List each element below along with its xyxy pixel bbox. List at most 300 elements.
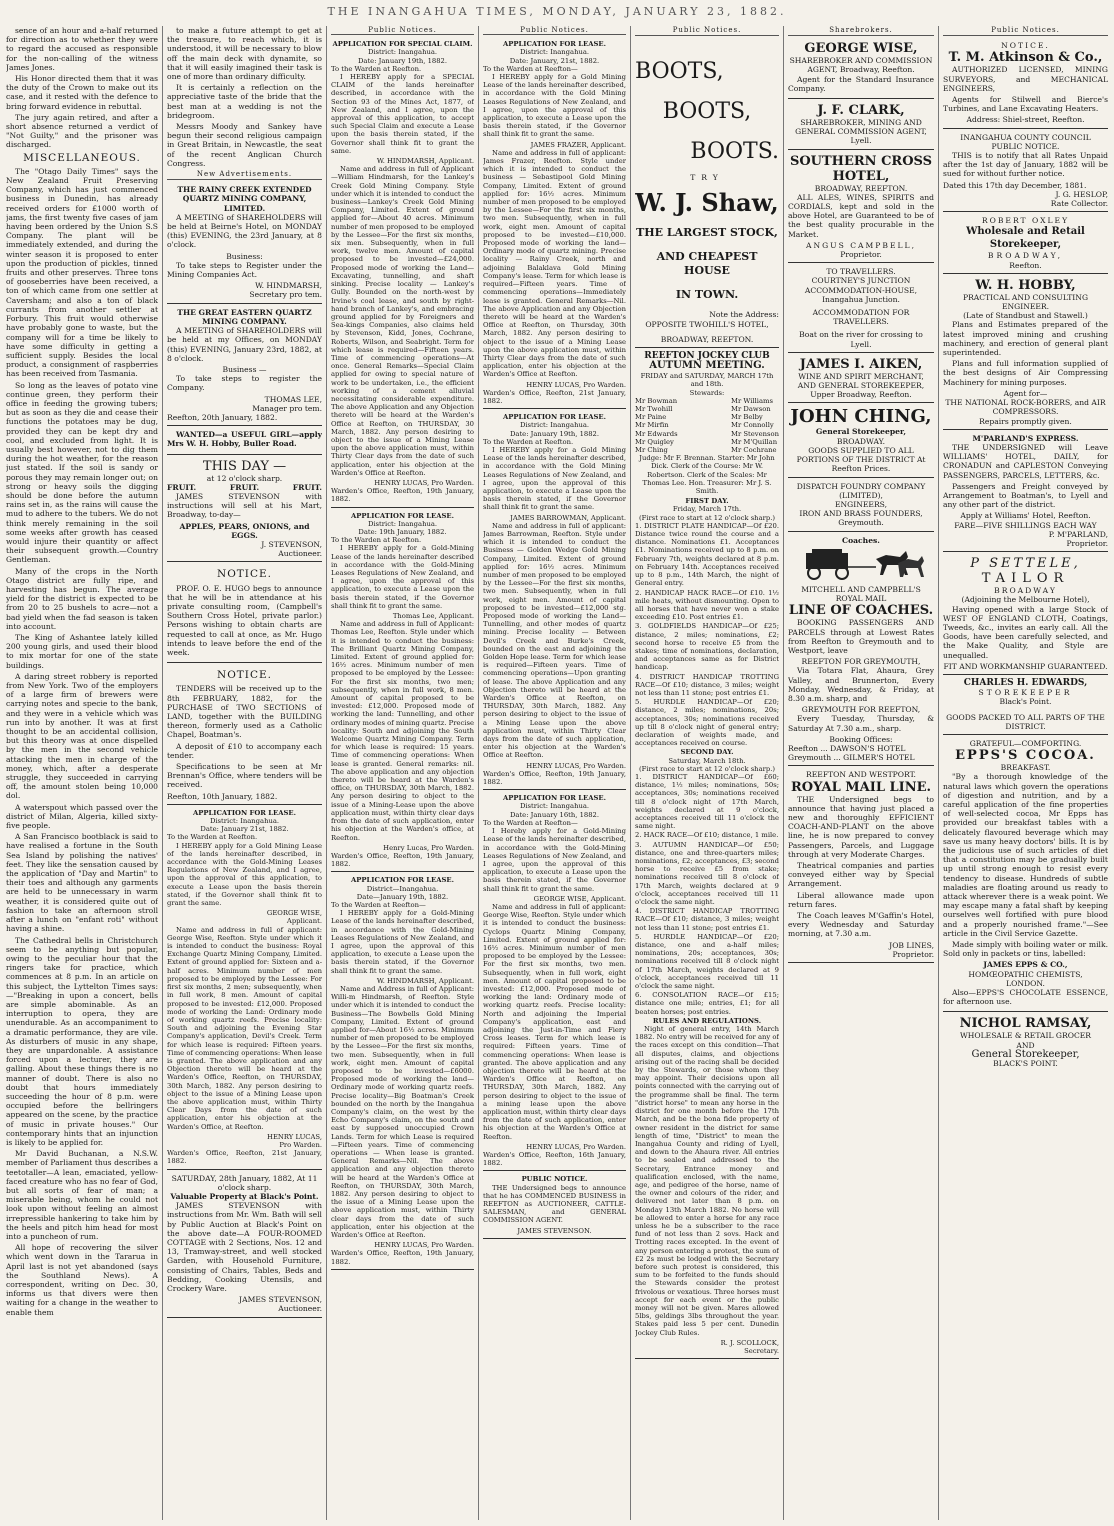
advert-details: Name and address in full of applicant: James Frazer, Reefton. Style under which it is intended to conduct the business — Sebastipool Gold Mining Company, Limited. Extent of ground applied for: 16½ acres. Minimum number of men proposed to be employed by the Lessee—For the first six months, two men. Subsequently, when in full work, eight men. Amount of capital proposed to be invested—£10,000. Proposed mode of working the land—Ordinary mode of quartz mining. Precise locality — Rainy Creek, north and adjoining Balaklava Gold Mining Company's lease. Term for which lease is required—Fifteen years. Time of commencing operations—Immediately lease is granted. General Remarks—Nil. The above Application and any Objection thereto will be heard at the Warden's Office at Reefton, on Thursday, 30th March, 1882. Any person desiring to object to the issue of a Mining Lease upon the above application must, within Thirty Clear days from the date of such application, enter his objection at the Warden's Office at Reefton. [483,148,626,379]
advert-body: PROF. O. E. HUGO begs to announce that he will be in attendance at his private consulting room, (Campbell's Southern Cross Hotel, private parlor.) Persons wishing to obtain charts are requested to call at once, as Mr. Hugo intends to leave before the end of the week. [167,583,322,657]
advert-shaw-boots [635,39,779,348]
advert-name: CHARLES H. EDWARDS, [963,677,1088,688]
advert-signature: JAMES BARROWMAN, Applicant. [510,513,626,522]
advert-tagline: GRATEFUL—COMFORTING. [969,738,1082,748]
advert-signature: HENRY LUCAS, Pro Warden. [374,1241,474,1250]
rules-text: Night of general entry, 14th March 1882. No entry will be received for any of the races except on this condition—That all disputes, claims, and objections arising out of the racing shall be decided by the Stewards, or those whom they may appoint. Their decisions upon all points connected with the carrying out of the programme shall be final. The term "district horse" to mean any horse in the district for one month before the 17th March, and be the bona fide property of owner resident in the district for same length of time, "District" to mean the Inangahua County and riding of Lyell, and down to the Ahaura river. All entries to be sealed and addressed to the Secretary, Entrance money and qualification enclosed, with the name, age, and pedigree of the horse, name of the owner and colours of the rider, and delivered not later than 8 p.m. on Monday 13th March 1882. No horse will be allowed to enter a horse for any race unless he be a subscriber to the race fund of not less than 2 sovs. Hack and Trotting races excepted. In the event of any person entering a protest, the sum of £2 2s must be lodged with the Secretary before such protest is considered, this sum to be forfeited to the funds should the Stewards consider the protest frivolous or vexatious. Three horses must accept for each event or the public money will not be given. Mares allowed 5lbs, geldings 3lbs throughout the year. Stakes paid less 5 per cent. Dunedin Jockey Club Rules. [635,1025,779,1337]
steward: Mr Stevenson [731,429,779,438]
booking-heading: Booking Offices: [829,734,893,744]
advert-title: THE GREAT EASTERN QUARTZ MINING COMPANY. [177,307,312,326]
advert-body: PRACTICAL AND CONSULTING ENGINEER. [962,292,1089,312]
advert-aiken [788,355,934,404]
race-entry: 4. DISTRICT HANDICAP TROTTING RACE—Of £10; distance, 3 miles; weight not less than 11 stone; post entries £1. [635,672,779,697]
advert-tenders-notice [167,665,322,805]
article-paragraph: Mr David Buchanan, a N.S.W. member of Parliament thus describes a teetotaller—A lean, emaciated, yellow-faced creature who has no fear of God, but all sorts of fear of man; a miserable being, whom he could not look upon without feeling an almost irrepressible hankering to take him by the heels and pitch him head for most into a puncheon of rum. [6,1149,158,1241]
advert-wanted [167,428,322,454]
route-body: Every Tuesday, Thursday, & Saturday At 7.30 a.m., sharp. [788,714,934,733]
column-heading: Public Notices. [483,26,626,35]
column-3 [331,26,474,1520]
advert-signature: THOMAS LEE, [264,394,322,404]
fruit-label: FRUIT. [292,482,322,492]
advert-signature: J. G. HESLOP, [1055,189,1108,199]
article-paragraph: The Cathedral bells in Christchurch seem to be anything but popular, owing to the peculiar hour that the ringers take for practice, which commences at 8 p.m. In an article on this subject, the Lyttelton Times says: —"Breaking in upon a concert, bells are simple abominable. As an interruption to opera, they are unendurable. As an accompaniment to a dramatic performance, they are vile. As disturbers of music in any shape, they are unpardonable. A assistance forced upon a lecturer, they are galling. About these things there is no manner of doubt. There is also no doubt that hours immediately succeeding the hour of 8 p.m. were occupied before the bellringers appeared on the scene, by the practice of music in private houses." Our contemporary hints that an injunction is likely to be applied for. [6,935,158,1147]
steward: Mr Williams [731,396,773,405]
fruit-label: FRUIT. [167,482,197,492]
advert-name: COURTNEY'S JUNCTION ACCOMMODATION-HOUSE, [804,276,918,295]
column-rule [162,26,163,1520]
advert-lease-frazer [483,38,626,409]
advert-time: at 12 o'clock sharp. [206,473,283,483]
advert-name: SOUTHERN CROSS HOTEL, [789,153,933,184]
advert-signature: JAMES FRAZER, Applicant. [530,140,626,149]
advert-body: A MEETING of SHAREHOLDERS will be held at Beirne's Hotel, on MONDAY (this) EVENING, the 23rd January, at 8 o'clock. [167,212,322,250]
advert-name: EPPS'S COCOA. [955,748,1096,764]
advert-title: NOTICE. [217,568,272,581]
advert-body: The Coach leaves M'Gaffin's Hotel, every Wednesday and Saturday morning, at 7.30 a.m. [788,911,934,939]
advert-details: Name and address in full of applicant: George Wise, Reefton. Style under which it is intended to conduct the business: Cyclops Quartz Mining Company, Limited. Extent of ground applied for: 16½ acres. Minimum number of men proposed to be employed by the Lessee: For the first six months, two men. Subsequently, when in full work, eight men. Amount of capital proposed to be invested: £12,000. Proposed mode of working the land: Ordinary mode of working quartz reefs. Precise locality: North and adjoining the Imperial Company's application, east and adjoining the Just-in-Time and Fiery Cross leases. Term for which lease is required: Fifteen years. Time of commencing operations: When lease is granted. The above application and any objection thereto will be heard at the Warden's Office at Reefton, on THURSDAY, 30th March, 1882. Any person desiring to object to the issue of a mining lease upon the above application must, within thirty clear days from the date of such application, enter his objection at the Warden's Office at Reefton. [483,902,626,1141]
column-heading: Public Notices. [331,26,474,35]
route-heading: REEFTON FOR GREYMOUTH, [801,657,921,667]
advert-title: APPLICATION FOR SPECIAL CLAIM. [332,40,473,49]
advert-note: Agent for the Standard Insurance Company. [788,74,934,93]
column-2 [167,26,322,1520]
advert-ramsay [943,1014,1108,1071]
advert-signature: J. STEVENSON, [261,539,322,549]
advert-courtney [788,265,934,353]
advert-body: I HEREBY apply for a Gold Mining Lease of the lands hereinafter described, in accordance with the Gold Mining Leases Regulations of New Zealand, and I agree, upon the approval of this application, to execute a Lease upon the basis therein stated, if the Governor shall think fit to grant the same. [483,445,626,512]
advert-company-city: LONDON. [1006,978,1045,988]
advert-signature-role: Applicant. [286,917,322,926]
advert-body: Made simply with boiling water or milk. Sold only in packets or tins, labelled: [943,940,1108,959]
advert-royal-mail [788,768,934,963]
steward: Mr M'Quillan [731,437,778,446]
coaches-heading: Coaches. [842,535,880,545]
article-paragraph: Many of the crops in the North Otago district are fully ripe, and harvesting has begun. The average yield for the district is expected to be from 20 to 25 bushels to acre—not a bad yield when the fad season is taken into account. [6,566,158,631]
advert-jockey-club [635,350,779,1359]
advert-subtitle: BREAKFAST. [1000,763,1051,773]
advert-body: I HEREBY apply for a Gold-Mining Lease of the lands hereinafter described in accordance with the Gold-Mining Leases Regulations of New Zealand, and I agree, upon the approval of this application, to execute a Lease upon the basis therein stated, if the Governor shall think fit to grant the same. [331,544,474,610]
advert-to: To the Warden at Reefton— [483,818,578,827]
advert-lease-lee [331,510,474,873]
jockey-title: REEFTON JOCKEY CLUB [644,351,770,362]
advert-to: To the Warden at Reefton— [331,900,426,909]
advert-body: WHOLESALE & RETAIL GROCER [959,1031,1092,1041]
advert-signature-role: Secretary pro tem. [249,290,322,300]
advert-town: Reefton. [1009,260,1042,270]
advert-title: APPLICATION FOR LEASE. [193,808,296,817]
advert-line: LINE OF COACHES. [788,603,934,619]
coach-illustration [788,547,934,581]
advert-company-role: HOMŒOPATHIC CHEMISTS, [968,969,1083,979]
advert-and: AND [1016,1040,1035,1050]
advert-body: THE Undersigned begs to announce that having just placed a new and thoroughly EFFICIENT COACH-AND-PLANT on the above line, he is now prepared to convey Passengers, Parcels, and Luggage through at very Moderate Charges. [788,794,934,859]
advert-signature-role: Proprietor. [1066,538,1108,548]
advert-fare: FARE—FIVE SHILLINGS EACH WAY [954,520,1097,530]
advert-title: NOTICE. [217,669,272,682]
jockey-dates: FRIDAY and SATURDAY, MARCH 17th and 18th. [640,372,774,389]
shaw-tagline: AND CHEAPEST HOUSE [656,250,758,278]
advert-business: Business: [226,251,263,261]
advert-body: I HEREBY apply for a SPECIAL CLAIM of the lands hereinafter described, in accordance with the Section 93 of the Mines Act, 1877, of New Zealand, and I agree, upon the approval of this application, to accept such Special Claim and execute a Lease upon the basis therein stated, if the Governor shall think fit to grant the same. [331,73,474,155]
race-list-day-1 [635,522,779,747]
advert-proprietor-role: Proprietor. [840,250,882,260]
steward: Mr Mirfin [635,421,669,430]
advert-district: District: Inangahua. [367,519,438,528]
steward: Mr Edwards [635,429,678,438]
section-heading: MISCELLANEOUS. [23,151,141,164]
advert-heading: TO TRAVELLERS. [826,267,896,277]
advert-signature-role: Manager pro tem. [252,403,322,413]
advert-signature-role: Rate Collector. [1050,199,1108,209]
race-entry: 3. GOLDFIELDS HANDICAP—Of £25; distance, 2 miles; nominations, £2; second horse to receive £5 from the stakes; time of nominations, declaration, and acceptances same as for District handicap. [635,622,779,672]
advert-title: APPLICATION FOR LEASE. [503,413,606,422]
advert-public-notice [483,1173,626,1238]
advert-body: GOODS PACKED TO ALL PARTS OF THE DISTRICT. [946,712,1105,731]
advert-subheading: PUBLIC NOTICE. [991,141,1060,151]
advert-date: Date: January 21st, 1882. [200,825,289,834]
fruit-row [167,483,322,492]
advert-purpose: To take steps to register the Company. [167,374,322,393]
advert-title: PUBLIC NOTICE. [521,1175,588,1184]
advert-trade: STOREKEEPER [978,688,1073,698]
advert-body: Plans and full information supplied of the best designs of Air Compressing Machinery for mining purposes. [943,359,1108,387]
advert-name: DISPATCH FOUNDRY COMPANY (LIMITED), [796,481,926,500]
advert-signature: HENRY LUCAS, Pro Warden. [526,380,626,389]
advert-signature: JAMES STEVENSON, [239,1295,322,1305]
rules-heading: RULES AND REGULATIONS. [652,1016,762,1025]
column-1 [6,26,158,1520]
advert-heading: REEFTON AND WESTPORT. [806,770,916,780]
article-text: The jury again retired, and after a short absence returned a verdict of "Not Guilty," and the prisoner was discharged. [6,112,158,150]
advert-date: Reefton, 10th January, 1882. [167,791,278,801]
advert-signature: JAMES STEVENSON. [517,1226,592,1235]
advert-body: THIS is to notify that all Rates Unpaid after the 1st day of January, 1882 will be sued for without further notice. [943,151,1108,179]
advert-date: Date: January, 21st, 1882. [509,56,600,65]
advert-to: To the Warden at Reefton. [331,64,422,73]
advert-lease-barrowman [483,411,626,790]
article-text: sence of an hour and a-half returned for direction as to whether they were to regard the accused as responsible for the non-calling of the witness James Jones. [6,26,158,72]
advert-note: Apply at Williams' Hotel, Reefton. [960,511,1091,521]
advert-signature: Henry Lucas, Pro Warden. [383,843,474,852]
secretary-name: R. J. SCOLLOCK, [720,1338,779,1347]
advert-note: (Adjoining the Melbourne Hotel), [961,595,1090,605]
advert-subtitle: General Storekeeper, [971,1048,1080,1060]
advert-southern-cross [788,152,934,264]
boots-line: BOOTS. [690,139,779,165]
column-rule [783,26,784,1520]
advert-signature: JOB LINES, [889,940,934,950]
column-6 [788,26,934,1520]
column-5 [635,26,779,1520]
race-list-day-2 [635,773,779,1016]
first-note: (First race to start at 12 o'clock sharp.) [638,513,776,522]
advert-purpose: To take steps to Register under the Mining Companies Act. [167,260,322,280]
advert-title: APPLICATION FOR LEASE. [351,511,454,520]
advert-district: District: Inangahua. [209,817,280,826]
advert-title: APPLICATION FOR LEASE. [503,40,606,49]
advert-body: IRON AND BRASS FOUNDERS, [799,509,923,519]
advert-body: WANTED—a USEFUL GIRL—apply Mrs W. H. Hobby, Buller Road. [167,430,322,449]
advert-agent: Agent for— [1003,388,1048,398]
secretary-role: Secretary. [744,1346,779,1355]
advert-signature: HENRY LUCAS, Pro Warden. [374,478,474,487]
advert-date: Date: January 16th, 1882. [509,810,600,819]
advert-body: THE Undersigned begs to announce that he has COMMENCED BUSINESS in REEFTON as AUCTIONEER, CATTLE-SALESMAN, and GENERAL COMMISSION AGENT. [483,1183,626,1225]
advert-district: District: Inangahua. [367,48,438,57]
advert-body: Specifications to be seen at Mr Brennan's Office, where tenders will be received. [167,762,322,790]
advert-mparland-express [943,432,1108,552]
boots-line: BOOTS, [662,99,752,125]
advert-body: JAMES STEVENSON with instructions from Mr. Wm. Bath will sell by Public Auction at Black's Point on the above date—A FOUR-ROOMED COTTAGE with 2 Sections, Nos. 12 and 13, Tramway-street, and well stocked Garden, with Household Furniture, consisting of Chairs, Tables, Beds and Bedding, Cooking Utensils, and Crockery Ware. [167,1201,322,1293]
booking-office: Greymouth ... GILMER'S HOTEL [788,753,915,763]
advert-signature: HENRY LUCAS, [267,1132,322,1141]
advert-rainy-creek [167,183,322,303]
advert-day: THIS DAY — [202,458,287,474]
advert-office: Warden's Office, Reefton, 19th January, 1882. [331,487,474,504]
advert-body: Theatrical companies and parties conveyed either way by Special Arrangement. [788,861,934,889]
steward: Mr Cochrane [731,446,777,455]
advert-body: Plans and Estimates prepared of the latest improved mining and crushing machinery, and erection of general plant superintended. [943,320,1108,358]
advert-address: BROADWAY, REEFTON. [814,183,908,193]
second-note: (First race to start at 12 o'clock sharp.) [638,764,776,773]
race-entry: 4. DISTRICT HANDICAP TROTTING RACE—Of £10; distance, 3 miles; weight not less than 11 stone; post entries £1. [635,907,779,932]
advert-george-wise [788,39,934,99]
jockey-officials: Judge: Mr F. Brennan. Starter: Mr John Dick. Clerk of the Course: Mr W. Robertson. Clerk of the Scales: Mr Thomas Lee. Hon. Treasurer: Mr J. S. Smith. [639,454,775,496]
advert-note: Repairs promptly given. [979,416,1072,426]
advert-business: Business — [222,364,267,374]
advert-office: Warden's Office, Reefton, 19th January, 1882. [331,1249,474,1266]
advert-body: A deposit of £10 to accompany each tender. [167,741,322,760]
advert-subtitle: General Storekeeper, [815,427,907,437]
advert-oxley [943,214,1108,274]
advert-lease-wise [167,807,322,1170]
article-paragraph: So long as the leaves of potato vine continue green, they perform their office in feeding the growing tubers; but as soon as they die and cease their functions the potatoes may be dug, provided they can be kept dry and cool, and excluded from light. It is usually best however, not to dig them during the hot weather, for the reason just stated. If the soil is sandy or porous they may remain longer out; on strong or heavy soils the digging should be done before the autumn rains set in, as the rains will cause the mud to adhere to the tubers. We do not think merely remaining in the soil some weeks after growth has ceased would injure their quantity or affect their subsequent growth.—Country Gentleman. [6,380,158,565]
advert-office: Warden's Office, Reefton, 16th January, 1882. [483,1151,626,1168]
article-paragraph: The King of Ashantee lately killed 200 young girls, and used their blood to mix mortar for one of the state buildings. [6,633,158,670]
advert-signature-role: Auctioneer. [278,1304,322,1314]
advert-settele [943,554,1108,675]
article-paragraph: A San Francisco bootblack is said to have realised a fortune in the South Sea Island by polishing the natives' feet. They like the sensation caused by the application of "Day and Martin" to their toes and although any garments are held to be unnecessary in warm weather, it is considered quite out of fashion to take an afternoon stroll after a lunch on "enfant roti" without having a shine. [6,832,158,934]
advert-body: SHAREBROKER AND COMMISSION AGENT, Broadway, Reefton. [789,56,933,75]
advert-address: Inangahua Junction. [822,294,900,304]
shaw-note: Note the Address: [709,310,779,320]
advert-body: A MEETING of SHAREHOLDERS will be held at my Offices, on MONDAY (this) EVENING, January 23rd, 1882, at 8 o'clock. [167,326,322,363]
advert-body: SHAREBROKER, MINING AND GENERAL COMMISSION AGENT, [795,118,927,137]
advert-to: To the Warden at Reefton. [483,437,574,446]
boots-line: BOOTS, [635,59,724,85]
advert-date: Reefton, 20th January, 1882. [167,412,278,422]
steward: Mr Belby [731,413,763,422]
advert-body: BOOKING PASSENGERS AND PARCELS through at Lowest Rates from Reefton to Greymouth and to Westport, leave [788,618,934,655]
advert-district: District: Inangahua. [519,48,590,57]
advert-agent-body: THE NATIONAL ROCK-BORERS, and AIR COMPRESSORS. [945,398,1106,417]
steward: Mr Bowman [635,396,678,405]
advert-ching [788,405,934,477]
stewards-list [635,397,779,454]
advert-date: SATURDAY, 28th January, 1882, At 11 o'clock sharp. [171,1173,318,1192]
advert-note: Boat on the river for crossing to Lyell. [799,330,923,349]
route-heading: GREYMOUTH FOR REEFTON, [801,705,921,715]
advert-address: Lyell. [850,136,872,146]
race-entry: 1. DISTRICT PLATE HANDICAP—Of £20. Distance twice round the course and a distance. Nominations £1. Acceptances £1. Nominations received up to 8 p.m. on February 7th, weights declared at 8 p.m. on February 14th. Acceptances received up to 8 p.m., 14th March, the night of General entry. [635,521,779,588]
advert-body: I HEREBY apply for a Gold-Mining Lease of the lands hereinafter described, in accordance with the Gold-Mining Leases Regulations of New Zealand, and I agree, upon the approval of this application, to execute a Lease upon the basis therein stated, if the Governor shall think fit to grant the same. [331,909,474,975]
advert-blacks-point-sale [167,1172,322,1318]
advert-body: THE UNDERSIGNED will Leave WILLIAMS' HOTEL, DAILY, for CRONADUN and CAPLESTON Conveying PASSENGERS, PARCELS, LETTERS, &c. [943,442,1108,480]
article-paragraph: A waterspout which passed over the district of Milan, Algeria, killed sixty-five people. [6,802,158,831]
column-rule [630,26,631,1520]
fruit-label: FRUIT. [229,482,260,492]
try-label: TRY [690,173,724,183]
article-text: It is certainly a reflection on the appreciative taste of the bride that the best man at a wedding is not the bridegroom. [167,83,322,120]
advert-lease-wise-cyclops [483,792,626,1171]
advert-signature: P. M'PARLAND, [1048,529,1108,539]
advert-signature-role: Pro Warden. [279,1140,322,1149]
advert-office: Warden's Office, Reefton, 21st January, 1882. [483,388,626,405]
advert-date: Date—January 19th, 1882. [356,892,449,901]
advert-body: Liberal allowance made upon return fares. [788,890,934,909]
advert-title: APPLICATION FOR LEASE. [351,876,454,885]
advert-hobby [943,276,1108,430]
article-text: Messrs Moody and Sankey have begun their second religious campaign in Great Britain, in Newcastle, the seat of the recent Anglican Church Congress. [167,122,322,168]
race-entry: 2. HANDICAP HACK RACE—Of £10. 1½ mile heats, without dismounting. Open to all horses that have never won a stake exceeding £10. Post entries £1. [635,588,779,622]
advert-signature: W. HINDMARSH, Applicant. [376,976,474,985]
advert-body: GOODS SUPPLIED TO ALL PORTIONS OF THE DISTRICT At Reefton Prices. [796,445,926,474]
advert-details: Name and address in full of applicant: George Wise, Reefton. Style under which it is intended to conduct the business: Royal Exchange Quartz Mining Company, Limited. Extent of ground applied for: Sixteen and a-half acres. Minimum number of men proposed to be employed by the Lessee: For first six months, 2 men; subsequently, when in full work, 8 men. Amount of capital proposed to be invested: £12,000. Proposed mode of working the Land: Ordinary mode of working quartz reefs. Precise locality: South and adjoining the Evening Star Company's application, Devil's Creek. Term for which lease is required: Fifteen years. Time of commencing operations: When lease is granted. The above application and any Objection thereto will be heard at the Warden's Office, Reefton, on THURSDAY, 30th March, 1882. Any person desiring to object to the issue of a Mining Lease upon the above application must, within Thirty Clear Days from the date of such application, enter his objection at the Warden's Office, at Reefton. [167,925,322,1131]
first-date: Friday, March 17th. [672,505,742,514]
advert-atkinson [943,39,1108,128]
advert-name: MITCHELL AND CAMPBELL'S ROYAL MAIL [801,584,921,604]
advert-items: APPLES, PEARS, ONIONS, and EGGS. [179,521,310,540]
advert-body: "By a thorough knowledge of the natural laws which govern the operations of digestion and nutrition, and by a careful application of the fine properties of well-selected cocoa, Mr Epps has provided our breakfast tables with a delicately flavoured beverage which may save us many heavy doctors' bills. It is by the judicious use of such articles of diet that a constitution may be gradually built up until strong enough to resist every tendency to disease. Hundreds of subtle maladies are floating around us ready to attack wherever there is a weak point. We may escape many a fatal shaft by keeping ourselves well fortified with pure blood and a properly nourished frame."—See article in the Civil Service Gazette. [943,772,1108,938]
booking-office: Reefton ... DAWSON'S HOTEL [788,743,906,753]
advert-address: BLACK'S POINT. [993,1059,1058,1069]
steward: Mr Ching [635,446,668,455]
column-rule [326,26,327,1520]
advert-details: Name and address in full of Applicant —William Hindmarsh, for the Lankey's Creek Gold Mining Company. Style under which it is intended to conduct the business—Lankey's Creek Gold Mining Company, Limited. Extent of ground applied for—About 40 acres. Minimum number of men proposed to be employed by the Lessee—For the first six months, six men. Subsequently, when in full work, twelve men. Amount of capital proposed to be invested—£24,000. Proposed mode of working the Land—Excavating, tunnelling, and shaft sinking. Precise locality — Lankey's Gully. Bounded on the north-west by Irvine's coal lease, and south by right-hand branch of Lankey's, and embracing ground applied for by Foreigners and Sea-kings Companies, also claims held by Stevenson, Kidd, Jones, Cochrane, Roberts, Wilson, and Seabright. Term for which lease is required—Fifteen years. Time of commencing operations—At once. General Remarks—Special Claim applied for owing to special nature of work to be undertaken, i.e., the efficient working of a cement alluvial necessitating considerable expenditure. The above Application and any Objection thereto will be heard at the Warden's Office at Reefton, on THURSDAY, 30 March, 1882. Any person desiring to object to the issue of a Mining Lease upon the above application must, within Thirty Clear days from the date of such application, enter his objection at the Warden's Office at Reefton. [331,165,474,477]
advert-body: WINE AND SPIRIT MERCHANT, AND GENERAL STOREKEEPER, [797,371,925,391]
article-paragraph: All hope of recovering the silver which went down in the Tararua in April last is not yet abandoned (says the Southland News). A correspondent, writing on Dec. 30, informs us that divers were then waiting for a change in the weather to enable them [6,1243,158,1317]
shaw-name: W. J. Shaw, [635,188,779,218]
advert-address: BROADWAY [994,586,1057,596]
advert-body: JAMES STEVENSON with instructions will sell at his Mart, Broadway, to-day— [167,491,322,520]
advert-name: ROYAL MAIL LINE. [790,779,932,795]
advert-body: I Hereby apply for a Gold-Mining Lease of the lands hereinafter described, in accordance with the Gold-Mining Leases Regulations of New Zealand, and I agree, upon the approval of this application, to execute a Lease upon the basis therein stated, if the Governor shall think fit to grant the same. [483,827,626,893]
advert-epps-cocoa [943,737,1108,1012]
advert-details: Name and address in full of applicant: James Barrowman, Reefton. Style under which it is intended to conduct the Business — Golden Wedge Gold Mining Company, Limited. Extent of ground applied for: 16½ acres. Minimum number of men proposed to be employed by the Lessee—For the first six months, two men. Subsequently, when in full work, eight men. Amount of capital proposed to be invested—£12,000 stg. Proposed mode of working the Land—Tunnelling, and other modes of quartz mining. Precise locality — Between Devil's Creek and Burke's Creek, bounded on the east and adjoining the Golden Hope lease. Term for which lease is required—Fifteen years. Time of commencing operations—Upon granting of lease. The above Application and any Objection thereto will be heard at the Warden's Office at Reefton, on THURSDAY, 30th March, 1882. Any person desiring to object to the issue of a Mining Lease upon the above application must, within Thirty Clear days from the date of such application, enter his objection at the Warden's Office at Reefton. [483,521,626,760]
column-7 [943,26,1108,1520]
advert-signature: W. HINDMARSH, Applicant. [376,157,474,166]
advert-heading: INANGAHUA COUNTY COUNCIL [960,132,1091,142]
advert-office: Warden's Office, Reefton, 19th January, 1882. [331,851,474,869]
advert-body: AUTHORIZED LICENSED, MINING SURVEYORS, and MECHANICAL ENGINEERS, [943,65,1108,93]
advert-clark [788,101,934,150]
advert-body: Having opened with a large Stock of WEST OF ENGLAND CLOTH, Coatings, Tweeds, &c., invites an early call. All the Goods, have been carefully selected, and the Make Quality, and Style are unequalled. [943,604,1108,660]
advert-signature: W. HINDMARSH, [255,281,322,291]
advert-date: Dated this 17th day December, 1881. [943,180,1087,190]
advert-edwards [943,677,1108,735]
stewards-heading: Stewards: [689,388,725,397]
advert-address: BROADWAY, [987,251,1064,261]
advert-heading: NOTICE. [1001,41,1050,51]
advert-name: ROBERT OXLEY [981,216,1070,226]
advert-note: Also—EPPS'S CHOCOLATE ESSENCE, for afternoon use. [943,988,1108,1007]
column-heading: Sharebrokers. [788,26,934,36]
advert-signature-role: Proprietor. [892,949,934,959]
advert-name: W. H. HOBBY, [975,277,1076,293]
advert-name: J. F. CLARK, [817,103,905,119]
advert-name: JAMES I. AIKEN, [799,356,923,372]
advert-special-claim [331,38,474,507]
race-entry: 1. DISTRICT HANDICAP—Of £60; distance, 1½ miles; nominations, 50s; acceptances, 30s; nominations received till 8 o'clock night of 17th March, weights declared at 9 o'clock, acceptances received till 11 o'clock the same night. [635,772,779,831]
advert-body: ALL ALES, WINES, SPIRITS and CORDIALS, kept and sold in the above Hotel, are Guaranteed to be of the best quality procurable in the Market. [788,192,934,239]
advert-date: Date: 19th January, 1882. [358,527,447,536]
advert-foundry [788,480,934,532]
shaw-address: OPPOSITE TWOHILL'S HOTEL, [645,319,769,329]
advert-body: Passengers and Freight conveyed by Arrangement to Boatman's, to Lyell and any other part of the district. [943,481,1108,510]
advert-signature: GEORGE WISE, [266,909,322,918]
advert-details: Name and address in full of Applicant: Thomas Lee, Reefton. Style under which it is intended to conduct the business: The Brilliant Quartz Mining Company, Limited. Extent of ground applied for: 16½ acres. Minimum number of men proposed to be employed by the Lessee: For the first six months, two men; subsequently, when in full work, 8 men. Amount of capital proposed to be invested: £12,000. Proposed mode of working the land: Tunnelling, and other ordinary modes of mining quartz. Precise locality: South and adjoining the South Welcome Quartz Mining Company. Term for which lease is required: 15 years. Time of commencing operations: When lease is granted. General remarks: nil. The above application and any objection thereto will be heard at the Warden's office, on THURSDAY, 30th March, 1882. Any person desiring to object to the issue of a Mining-Lease upon the above application must, within thirty clear days from the date of such application, enter his objection at the Warden's office, at Reefton. [331,620,474,842]
advert-signature: GEORGE WISE, Applicant. [533,894,626,903]
advert-address: BROADWAY. [836,436,886,446]
advert-to: To the Warden at Reefton— [483,64,578,73]
advert-office: Warden's Office, Reefton, 21st January, 1882. [167,1149,322,1166]
advert-address: Greymouth. [838,518,884,528]
new-ads-heading: New Advertisements. [167,170,322,180]
advert-signature: HENRY LUCAS, Pro Warden. [526,1142,626,1151]
column-rule [478,26,479,1520]
column-heading: Public Notices. [635,26,779,36]
advert-title: Valuable Property at Black's Point. [170,1191,319,1201]
article-paragraph: A daring street robbery is reported from New York. Two of the employers of a large firm of brewers were carrying notes and specie to the bank, and they were in a vehicle which was run into by another. It was at first thought to be an accidental collision, but this theory was at once dispelled by the men in the second vehicle attacking the men in charge of the money, which, after a desperate struggle, they succeeded in carrying off, the amount stolen being 10,000 dol. [6,671,158,801]
advert-hugo-notice [167,564,322,663]
steward: Mr Connolly [731,421,774,430]
advert-name: NICHOL RAMSAY, [959,1016,1092,1032]
steward: Mr Dawson [731,405,771,414]
advert-signature-role: Auctioneer. [278,549,322,559]
advert-body: I HEREBY apply for a Gold Mining Lease of the lands hereinafter described, in accordance with the Gold Mining Leases Regulations of New Zealand, and I agree, upon the approval of this application, to execute a Lease upon the basis therein stated, if the Governor shall think fit to grant the same. [483,73,626,139]
steward: Mr Paine [635,413,667,422]
second-date: Saturday, March 18th. [668,756,746,765]
steward: Mr Twohill [635,405,673,414]
race-entry: 5. HURDLE HANDICAP—Of £20; distance, 2 miles; nominations, 20s; acceptances, 30s; nominations received up till 8 o'clock night of general entry; declaration of weights made, and acceptances received on course. [635,698,779,748]
second-day: SECOND DAY. [680,748,734,757]
advert-district: District—Inangahua. [366,884,439,893]
advert-signature: Thomas Lee, Applicant. [392,612,474,621]
advert-coaches [788,534,934,767]
advert-body: I HEREBY apply for a Gold Mining Lease of the lands hereinafter described, in accordance with the Gold-Mining Leases Regulations of New Zealand, and I agree, upon the approval of this application, to execute a Lease upon the basis therein stated, if the Governor shall think fit to grant the same. [167,841,322,908]
advert-date: Date: January 19th, 1882. [357,56,448,65]
advert-address: Black's Point. [999,697,1052,707]
advert-trade: TAILOR [981,571,1070,587]
shaw-broadway: BROADWAY, REEFTON. [660,334,754,344]
masthead: THE INANGAHUA TIMES, MONDAY, JANUARY 23, 1882. [327,5,787,18]
advert-district: District: Inangahua. [519,802,590,811]
advert-signature: HENRY LUCAS, Pro Warden. [526,761,626,770]
article-text: His Honor directed them that it was the duty of the Crown to make out its case, and it rested with the defence to bring forward evidence in rebuttal. [6,74,158,111]
advert-county-council [943,131,1108,213]
column-heading: Public Notices. [943,26,1108,36]
article-paragraph: The "Otago Daily Times" says the New Zealand Fruit Preserving Company, which has just commenced business in Dunedin, has already received orders for £1000 worth of jams, the first twenty five cases of jam having been ordered by the Union S.S Company. The plant will be immediately extended, and during the winter season it is proposed to enter upon the production of pickles, tinned fruits and other preserves. Three tons of gooseberries have been received, a ton of which came from one settler at Caversham; and also a ton of black currants from another settler at Forbury. This fruit would otherwise have probably gone to waste, but the company will for a time be likely to have some difficulty in getting a sufficient supply. Besides the local product, a consignment of raspberries has been received from Tasmania. [6,166,158,379]
advert-address: Upper Broadway, Reefton. [810,390,912,400]
advert-title: APPLICATION FOR LEASE. [503,794,606,803]
advert-address: Address: Shiel-street, Reefton. [966,115,1085,125]
advert-great-eastern [167,306,322,426]
advert-lease-hindmarsh [331,874,474,1270]
shaw-tagline: IN TOWN. [675,288,739,302]
article-text: to make a future attempt to get at the treasure, to reach which, it is understood, it will be necessary to blow off the main deck with dynamite, so that it will easily imagined their task is one of more than ordinary difficulty. [167,26,322,82]
advert-name: P SETTELE, [970,556,1081,572]
advert-company: JAMES EPPS & CO., [983,960,1068,970]
